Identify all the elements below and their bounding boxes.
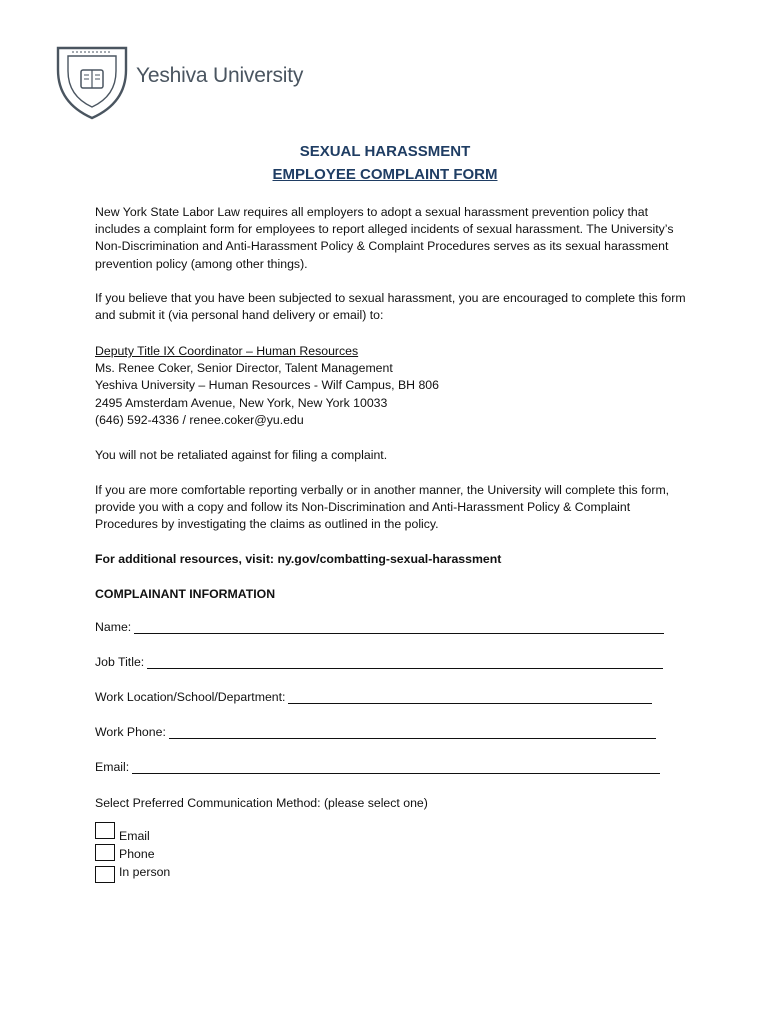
contact-name: Ms. Renee Coker, Senior Director, Talent Management xyxy=(95,361,393,376)
work-phone-field[interactable] xyxy=(95,725,695,739)
job-title-label: Job Title: xyxy=(95,655,145,669)
comm-method-prompt: Select Preferred Communication Method: (please select one) xyxy=(95,796,428,810)
form-title-line2: EMPLOYEE COMPLAINT FORM xyxy=(272,166,498,183)
retaliation-notice: You will not be retaliated against for filing a complaint. xyxy=(95,448,388,462)
job-title-input-line[interactable] xyxy=(147,656,663,669)
resources-notice: For additional resources, visit: ny.gov/combatting-sexual-harassment xyxy=(95,552,502,566)
job-title-field[interactable] xyxy=(95,655,695,669)
email-label: Email: xyxy=(95,760,130,774)
option-in-person-label: In person xyxy=(119,865,171,879)
contact-org: Yeshiva University – Human Resources - Wilf Campus, BH 806 xyxy=(95,378,439,393)
name-field[interactable] xyxy=(95,620,695,634)
contact-heading: Deputy Title IX Coordinator – Human Resources xyxy=(95,344,359,358)
work-phone-input-line[interactable] xyxy=(169,726,656,739)
intro-paragraph-1: New York State Labor Law requires all employers to adopt a sexual harassment prevention policy that includes a complaint form for employees to report alleged incidents of sexual harassment. The University’s Non-Discrimination and Anti-Harassment Policy & Complaint Procedures serves as its sexual harassment prevention policy (among other things). xyxy=(95,205,674,271)
email-input-line[interactable] xyxy=(132,761,660,774)
university-seal-icon xyxy=(52,40,132,120)
name-input-line[interactable] xyxy=(134,621,664,634)
email-field[interactable] xyxy=(95,760,695,774)
contact-block xyxy=(95,343,695,429)
logo-wordmark: Yeshiva University xyxy=(136,64,304,87)
form-title-line1: SEXUAL HARASSMENT xyxy=(299,143,471,160)
intro-paragraph-2: If you believe that you have been subjected to sexual harassment, you are encouraged to complete this form and submit it (via personal hand delivery or email) to: xyxy=(95,291,686,323)
verbal-report-notice: If you are more comfortable reporting verbally or in another manner, the University will complete this form, provide you with a copy and follow its Non-Discrimination and Anti-Harassment Policy & Complaint Procedures by investigating the claims as outlined in the policy. xyxy=(95,483,670,532)
work-location-input-line[interactable] xyxy=(288,691,652,704)
email-checkbox[interactable] xyxy=(95,822,115,839)
university-logo xyxy=(52,40,302,118)
contact-address: 2495 Amsterdam Avenue, New York, New York 10033 xyxy=(95,395,388,410)
option-email-label: Email xyxy=(119,829,150,843)
name-label: Name: xyxy=(95,620,132,634)
complainant-heading: COMPLAINANT INFORMATION xyxy=(95,587,276,601)
in-person-checkbox[interactable] xyxy=(95,866,115,883)
phone-checkbox[interactable] xyxy=(95,844,115,861)
work-location-label: Work Location/School/Department: xyxy=(95,690,286,704)
work-phone-label: Work Phone: xyxy=(95,725,166,739)
contact-phone-email: (646) 592-4336 / renee.coker@yu.edu xyxy=(95,412,304,427)
option-phone-label: Phone xyxy=(119,847,155,861)
work-location-field[interactable] xyxy=(95,690,695,704)
